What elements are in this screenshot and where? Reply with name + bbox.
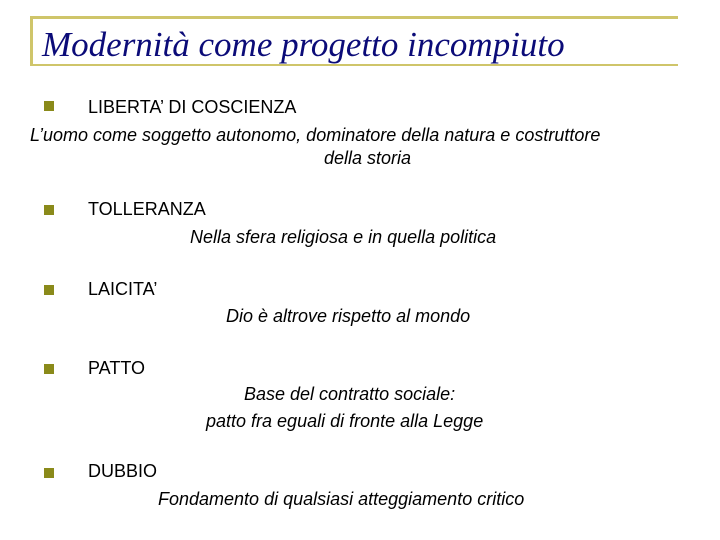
item-heading-laicita: LAICITA’ (88, 279, 158, 299)
square-bullet-icon (44, 285, 54, 295)
item-line-laicita-1: Dio è altrove rispetto al mondo (226, 306, 471, 326)
square-bullet-icon (44, 205, 54, 215)
title-frame-left-line (30, 16, 33, 66)
item-line-patto-1: Base del contratto sociale: (244, 384, 456, 404)
item-line-liberta-1: L’uomo come soggetto autonomo, dominatore della natura e costruttore (30, 125, 601, 145)
item-line-tolleranza-1: Nella sfera religiosa e in quella politica (190, 227, 497, 247)
square-bullet-icon (44, 101, 54, 111)
item-heading-patto: PATTO (88, 358, 146, 378)
title-frame-top-line (30, 16, 678, 19)
item-line-patto-2: patto fra eguali di fronte alla Legge (206, 411, 484, 431)
item-heading-tolleranza: TOLLERANZA (88, 199, 206, 219)
square-bullet-icon (44, 468, 54, 478)
slide-title: Modernità come progetto incompiuto (42, 25, 565, 64)
item-line-liberta-2: della storia (324, 148, 412, 168)
item-line-dubbio-1: Fondamento di qualsiasi atteggiamento critico (158, 489, 525, 509)
item-heading-liberta: LIBERTA’ DI COSCIENZA (88, 97, 297, 117)
square-bullet-icon (44, 364, 54, 374)
item-heading-dubbio: DUBBIO (88, 461, 158, 481)
